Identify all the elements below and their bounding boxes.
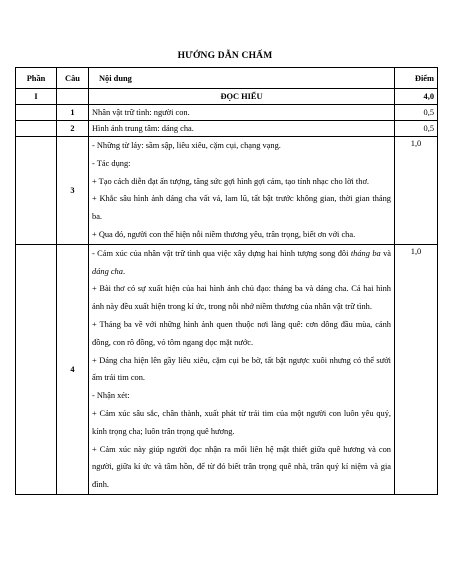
answer-line (92, 245, 391, 281)
section-empty-cell (57, 89, 89, 105)
header-part: Phần (16, 68, 57, 89)
intro-italic-term: dáng cha (92, 266, 123, 276)
section-part: I (16, 89, 57, 105)
question-number: 1 (57, 105, 89, 121)
answer-line: + Cảm xúc này giúp người đọc nhận ra mối liên hệ mật thiết giữa quê hương và con người, giữa kí ức và tâm hồn, để từ đó biết trân trọng quê nhà, trân quý kỉ niệm và gia đình. (92, 444, 391, 490)
answer-score: 0,5 (395, 105, 438, 121)
section-row (16, 89, 438, 105)
question-number: 2 (57, 121, 89, 137)
answer-line: + Tạo cách diễn đạt ấn tượng, tăng sức gợi hình gợi cảm, tạo tính nhạc cho lời thơ. (92, 176, 369, 186)
answer-line: + Bài thơ có sự xuất hiện của hai hình ảnh chủ đạo: tháng ba và dáng cha. Cả hai hình ảnh này đều xuất hiện trong kí ức, trong nỗi nhớ niềm thương của nhân vật trữ tình. (92, 284, 391, 312)
answer-content: Hình ảnh trung tâm: dáng cha. (89, 121, 395, 137)
table-row-q3 (16, 137, 438, 245)
answer-score: 0,5 (395, 121, 438, 137)
table-row-q2 (16, 121, 438, 137)
answer-score: 1,0 (395, 137, 438, 245)
answer-line: + Tháng ba về với những hình ảnh quen thuộc nơi làng quê: cơn dông đầu mùa, cánh đồng, con rô đồng, vỏ tôm ngang dọc mặt nước. (92, 319, 391, 347)
answer-content (89, 244, 395, 494)
table-row-q4 (16, 244, 438, 494)
answer-line: - Nhận xét: (92, 391, 130, 401)
answer-score: 1,0 (395, 244, 438, 494)
answer-content (89, 137, 395, 245)
intro-text: - Cảm xúc của nhân vật trữ tình qua việc xây dựng hai hình tượng song đôi (92, 248, 351, 258)
page-title: HƯỚNG DẪN CHẤM (177, 51, 273, 61)
header-content: Nội dung (89, 68, 395, 89)
answer-line: - Tác dụng: (92, 158, 131, 168)
answer-line: + Cảm xúc sâu sắc, chân thành, xuất phát từ trái tim của một người con luôn yêu quý, kính trọng cha; luôn trân trọng quê hương. (92, 408, 391, 436)
part-empty-cell (16, 105, 57, 121)
question-number: 4 (57, 244, 89, 494)
answer-line: - Những từ láy: sầm sập, liêu xiêu, cặm cụi, chạng vạng. (92, 141, 281, 150)
intro-italic-term: tháng ba (350, 248, 381, 258)
section-score: 4,0 (395, 89, 438, 105)
grading-table (15, 67, 438, 495)
part-empty-cell (16, 137, 57, 245)
answer-content: Nhân vật trữ tình: người con. (89, 105, 395, 121)
table-header-row (16, 68, 438, 89)
section-name: ĐỌC HIỂU (89, 89, 395, 105)
answer-line: + Qua đó, người con thể hiện nỗi niềm thương yêu, trân trọng, biết ơn với cha. (92, 229, 356, 239)
part-empty-cell (16, 244, 57, 494)
part-empty-cell (16, 121, 57, 137)
answer-line: + Dáng cha hiện lên gầy liêu xiêu, cặm cụi be bờ, tất bật ngược xuôi nhưng có thể sưởi ấm trái tim con. (92, 355, 391, 383)
answer-line: + Khắc sâu hình ảnh dáng cha vất vả, lam lũ, tất bật trước không gian, thời gian tháng ba. (92, 194, 391, 222)
intro-conjunction: và (380, 248, 392, 258)
intro-end: . (122, 266, 126, 276)
header-score: Điểm (395, 68, 438, 89)
header-question: Câu (57, 68, 89, 89)
table-row-q1 (16, 105, 438, 121)
question-number: 3 (57, 137, 89, 245)
